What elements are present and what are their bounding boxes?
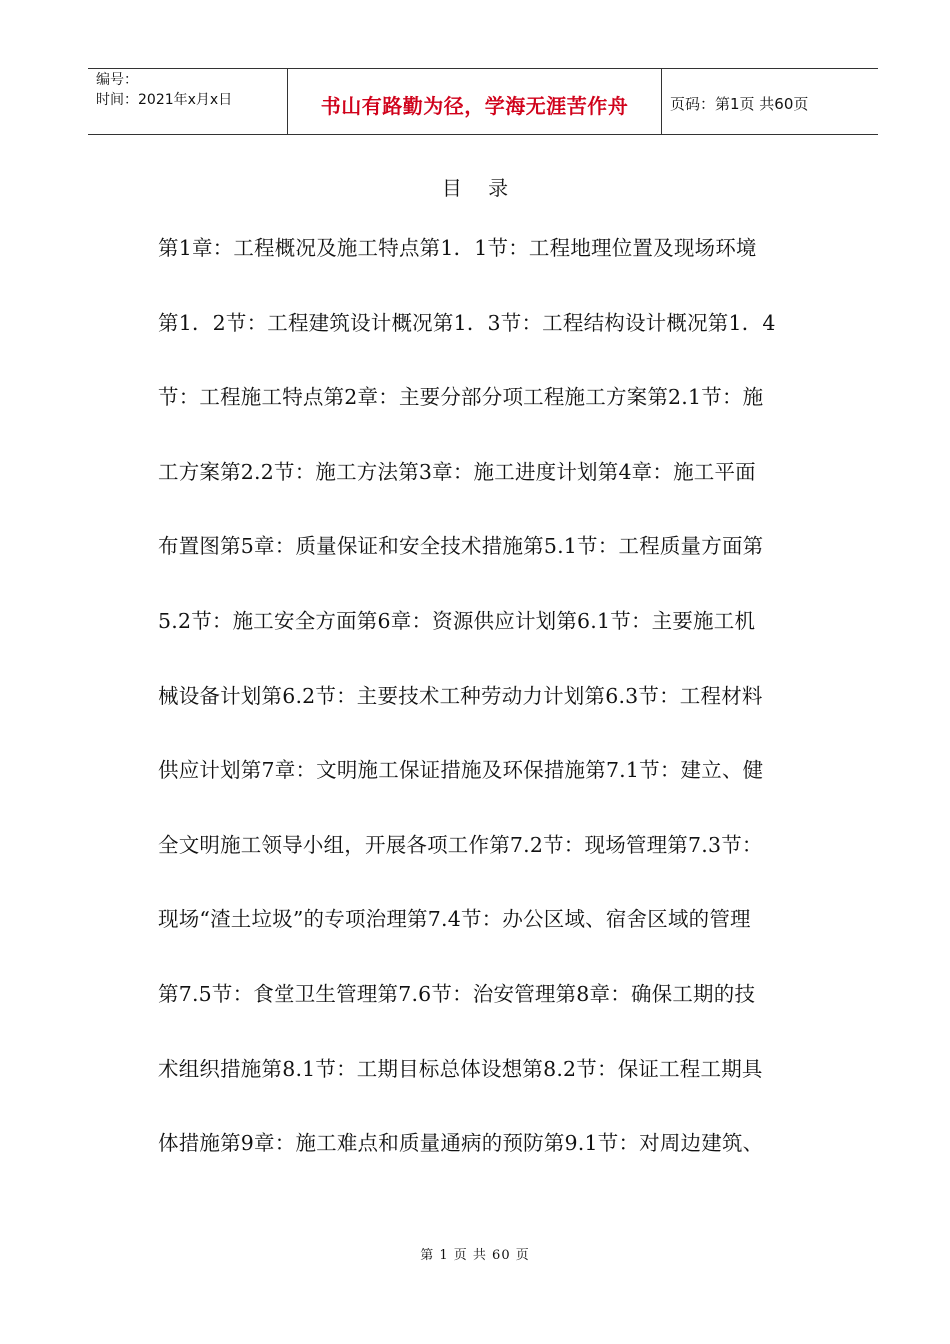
toc-line: 体措施第9章：施工难点和质量通病的预防第9.1节：对周边建筑、 [158, 1131, 764, 1156]
toc-line: 全文明施工领导小组，开展各项工作第7.2节：现场管理第7.3节： [158, 832, 763, 857]
toc-line: 第1章：工程概况及施工特点第1．1节：工程地理位置及现场环境 [158, 236, 757, 260]
header-motto-cell [288, 69, 662, 134]
document-time-label: 时间：2021年x月x日 [96, 92, 233, 108]
toc-line: 供应计划第7章：文明施工保证措施及环保措施第7.1节：建立、健 [158, 758, 764, 783]
toc-line: 术组织措施第8.1节：工期目标总体设想第8.2节：保证工程工期具 [158, 1056, 763, 1081]
header-meta [88, 69, 288, 134]
toc-body [158, 222, 848, 1192]
header-motto: 书山有路勤为径，学海无涯苦作舟 [320, 94, 629, 118]
header-page-label: 页码：第1页 共60页 [670, 95, 809, 113]
page-title: 目 录 [441, 176, 519, 200]
toc-line: 布置图第5章：质量保证和安全技术措施第5.1节：工程质量方面第 [158, 534, 764, 559]
toc-line: 械设备计划第6.2节：主要技术工种劳动力计划第6.3节：工程材料 [158, 683, 763, 708]
page-footer: 第 1 页 共 60 页 [420, 1248, 530, 1263]
toc-line: 第7.5节：食堂卫生管理第7.6节：治安管理第8章：确保工期的技 [158, 981, 756, 1006]
toc-line: 节：工程施工特点第2章：主要分部分项工程施工方案第2.1节：施 [158, 385, 764, 410]
document-number-label: 编号： [96, 72, 138, 88]
page-header [88, 68, 878, 135]
toc-line: 第1．2节：工程建筑设计概况第1．3节：工程结构设计概况第1．4 [158, 310, 776, 335]
toc-line: 5.2节：施工安全方面第6章：资源供应计划第6.1节：主要施工机 [158, 608, 756, 633]
toc-line: 工方案第2.2节：施工方法第3章：施工进度计划第4章：施工平面 [158, 459, 756, 484]
toc-line: 现场“渣土垃圾”的专项治理第7.4节：办公区域、宿舍区域的管理 [158, 907, 751, 932]
header-page-cell [662, 69, 878, 134]
